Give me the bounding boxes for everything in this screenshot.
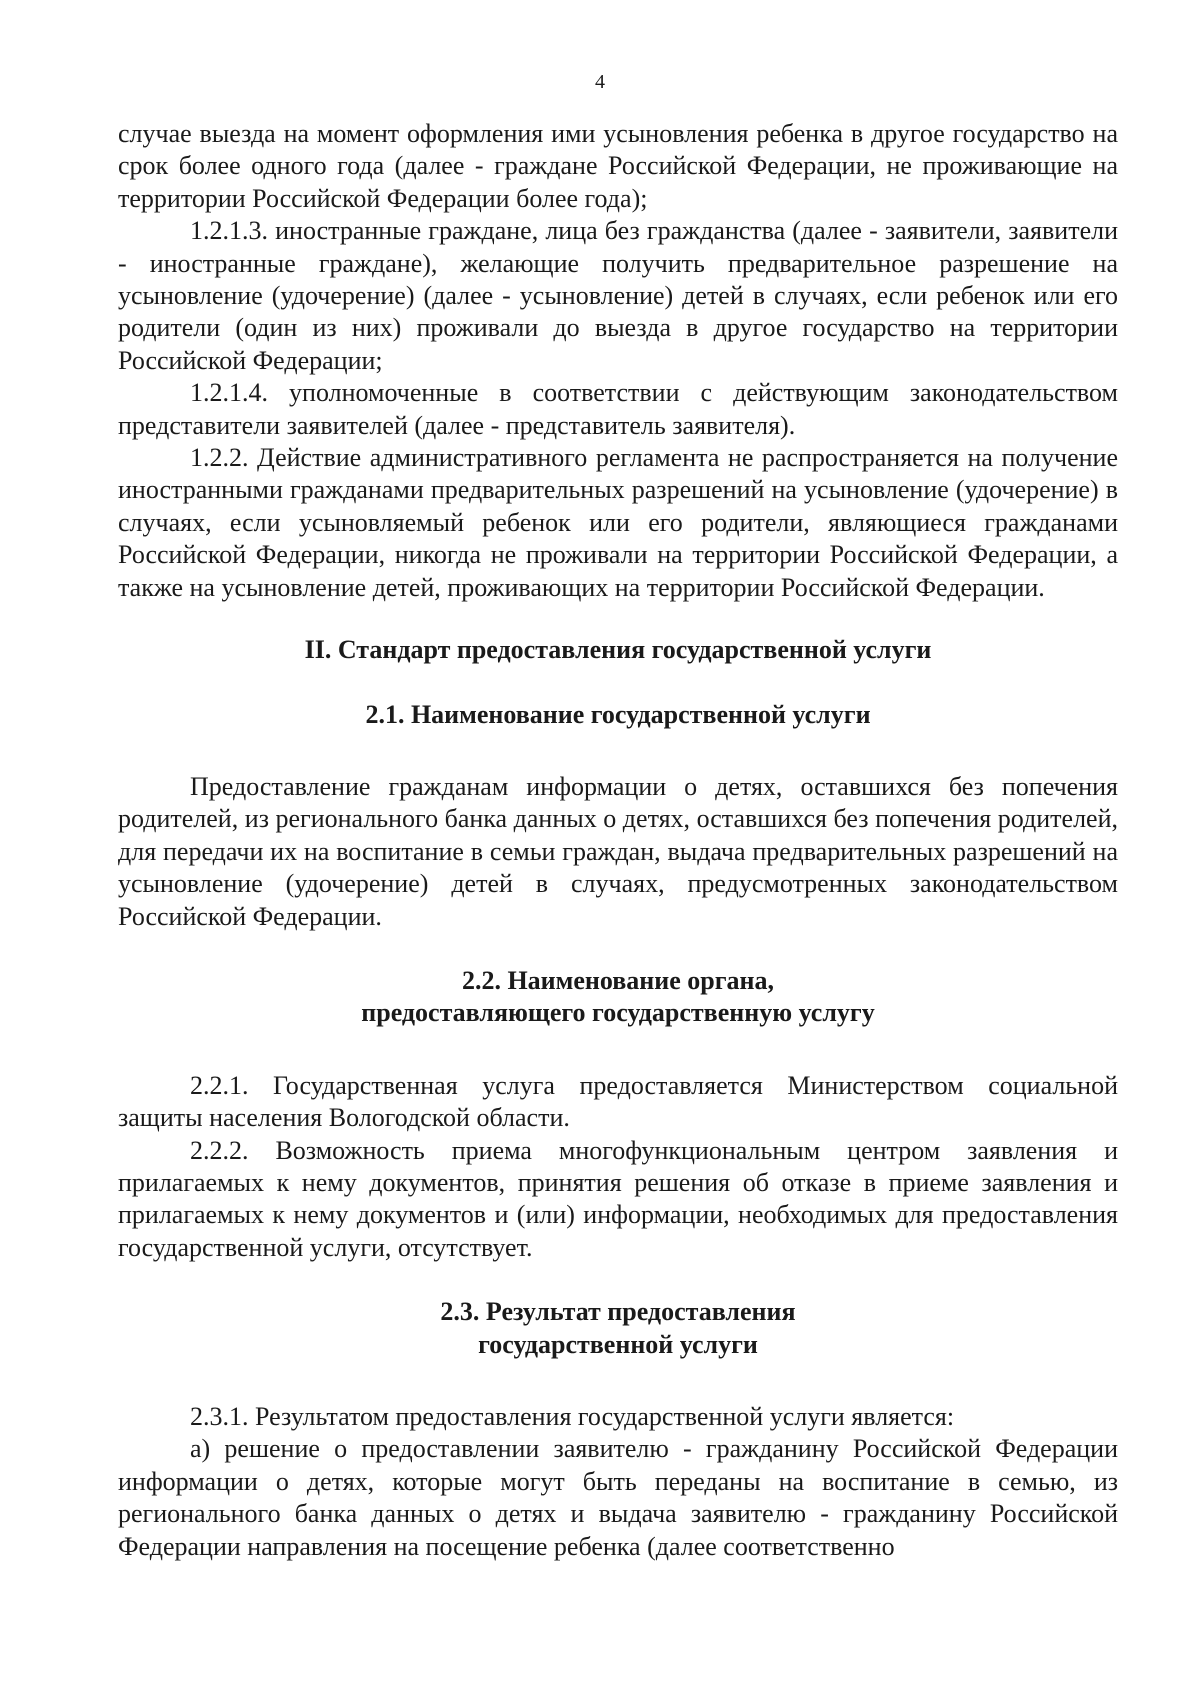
subsection-2-2-heading-line1: 2.2. Наименование органа, bbox=[461, 965, 775, 995]
paragraph-2-2-2: 2.2.2. Возможность приема многофункциональным центром заявления и прилагаемых к нему документов, принятия решения об отказе в приеме заявления и прилагаемых к нему документов и (или) информации, необходимых для предоставления государственной услуги, отсутствует. bbox=[118, 1135, 1118, 1262]
section-title: II. Стандарт предоставления государственной услуги bbox=[304, 635, 932, 665]
page-number: 4 bbox=[595, 71, 605, 93]
paragraph-1-2-2: 1.2.2. Действие административного регламента не распространяется на получение иностранными гражданами предварительных разрешений на усыновление (удочерение) в случаях, если усыновляемый ребенок или его родители, являющиеся гражданами Российской Федерации, никогда не проживали на территории Российской Федерации, а также на усыновление детей, проживающих на территории Российской Федерации. bbox=[118, 443, 1118, 602]
paragraph-1-2-1-3: 1.2.1.3. иностранные граждане, лица без гражданства (далее - заявители, заявители - иностранные граждане), желающие получить предварительное разрешение на усыновление (удочерение) (далее - усыновление) детей в случаях, если ребенок или его родители (один из них) проживали до выезда в другое государство на территории Российской Федерации; bbox=[118, 216, 1118, 375]
paragraph-continuation: случае выезда на момент оформления ими усыновления ребенка в другое государство на срок более одного года (далее - граждане Российской Федерации, не проживающие на территории Российской Федерации более года); bbox=[118, 119, 1118, 213]
subsection-2-3-heading-line2: государственной услуги bbox=[478, 1329, 758, 1359]
paragraph-1-2-1-4: 1.2.1.4. уполномоченные в соответствии с действующим законодательством представители заявителей (далее - представитель заявителя). bbox=[118, 378, 1118, 440]
paragraph-2-1-body: Предоставление гражданам информации о детях, оставшихся без попечения родителей, из регионального банка данных о детях, оставшихся без попечения родителей, для передачи их на воспитание в семьи граждан, выдача предварительных разрешений на усыновление (удочерение) детей в случаях, предусмотренных законодательством Российской Федерации. bbox=[118, 771, 1118, 931]
paragraph-2-3-1: 2.3.1. Результатом предоставления государственной услуги является: bbox=[190, 1402, 955, 1431]
subsection-2-2-heading-line2: предоставляющего государственную услугу bbox=[361, 998, 875, 1028]
subsection-2-1-heading: 2.1. Наименование государственной услуги bbox=[365, 699, 871, 729]
document-body bbox=[118, 118, 1118, 1563]
subsection-2-3-heading bbox=[118, 1296, 1118, 1361]
subsection-2-2-heading bbox=[118, 965, 1118, 1030]
paragraph-2-3-1-a: а) решение о предоставлении заявителю - гражданину Российской Федерации информации о детях, которые могут быть переданы на воспитание в семью, из регионального банка данных о детях и выдача заявителю - гражданину Российской Федерации направления на посещение ребенка (далее соответственно bbox=[118, 1434, 1118, 1561]
subsection-2-3-heading-line1: 2.3. Результат предоставления bbox=[440, 1297, 796, 1327]
paragraph-2-2-1: 2.2.1. Государственная услуга предоставляется Министерством социальной защиты населения Вологодской области. bbox=[118, 1070, 1118, 1133]
